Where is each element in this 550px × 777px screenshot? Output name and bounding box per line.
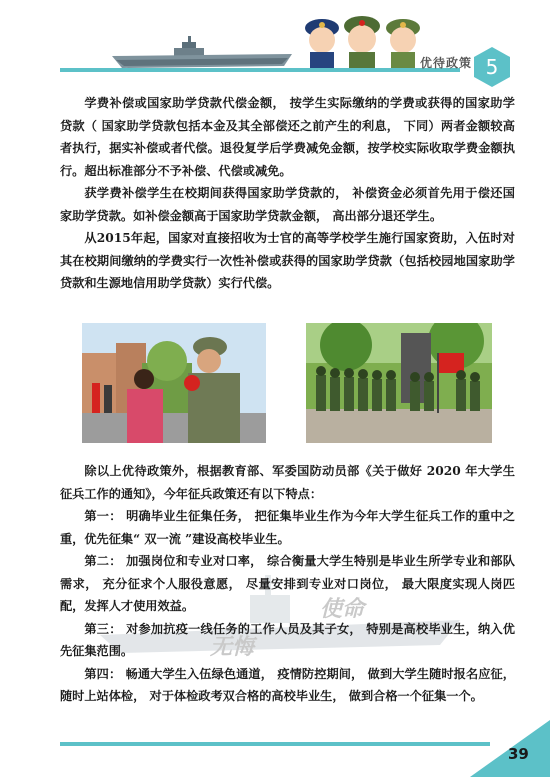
- paragraph: 第二： 加强岗位和专业对口率， 综合衡量大学生特别是毕业生所学专业和部队需求， 充分征求个人服役意愿， 尽量安排到专业对口岗位， 最大限度实现人岗匹配，发挥人才使用效益。: [60, 554, 515, 613]
- footer-rule: [60, 742, 490, 746]
- calligraphy-text: 无悔: [210, 634, 255, 660]
- photo-oath-ceremony: [306, 323, 492, 443]
- photo-pinning-flower: [82, 323, 266, 443]
- paragraph: 第三： 对参加抗疫一线任务的工作人员及其子女， 特别是高校毕业生，纳入优先征集范围。: [60, 621, 515, 658]
- paragraph: 学费补偿或国家助学贷款代偿金额， 按学生实际缴纳的学费或获得的国家助学贷款（ 国家助学贷款包括本金及其全部偿还之前产生的利息， 下同）两者金额较高者执行，据实补偿或者代偿。退役复学后学费减免金额，按学校实际收取学费金额执行。超出标准部分不予补偿、代偿或减免。: [60, 96, 515, 178]
- header-rule: [60, 68, 460, 72]
- paragraph: 获学费补偿学生在校期间获得国家助学贷款的， 补偿资金必须首先用于偿还国家助学贷款。如补偿金额高于国家助学贷款金额， 高出部分退还学生。: [60, 186, 515, 223]
- cartoon-soldiers-icon: [300, 6, 428, 70]
- aircraft-carrier-icon: [112, 36, 292, 70]
- section-number: 5: [485, 55, 499, 79]
- paragraph: 第四： 畅通大学生入伍绿色通道， 疫情防控期间， 做到大学生随时报名应征， 随时上站体检， 对于体检政考双合格的高校毕业生， 做到合格一个征集一个。: [60, 666, 515, 703]
- body-text-top: [60, 92, 515, 295]
- page-number: 39: [508, 745, 529, 763]
- body-text-bottom: [60, 460, 515, 708]
- paragraph: 从2015年起，国家对直接招收为士官的高等学校学生施行国家资助，入伍时对其在校期间缴纳的学费实行一次性补偿或获得的国家助学贷款（包括校园地国家助学贷款和生源地信用助学贷款）实行代偿。: [60, 231, 515, 290]
- section-title: 优待政策: [420, 56, 473, 70]
- paragraph: 除以上优待政策外，根据教育部、军委国防动员部《关于做好 2020 年大学生征兵工作的通知》，今年征兵政策还有以下特点：: [60, 464, 515, 501]
- paragraph: 第一： 明确毕业生征集任务， 把征集毕业生作为今年大学生征兵工作的重中之重，优先征集“ 双一流 ”建设高校毕业生。: [60, 509, 515, 546]
- calligraphy-text: 使命: [320, 596, 365, 622]
